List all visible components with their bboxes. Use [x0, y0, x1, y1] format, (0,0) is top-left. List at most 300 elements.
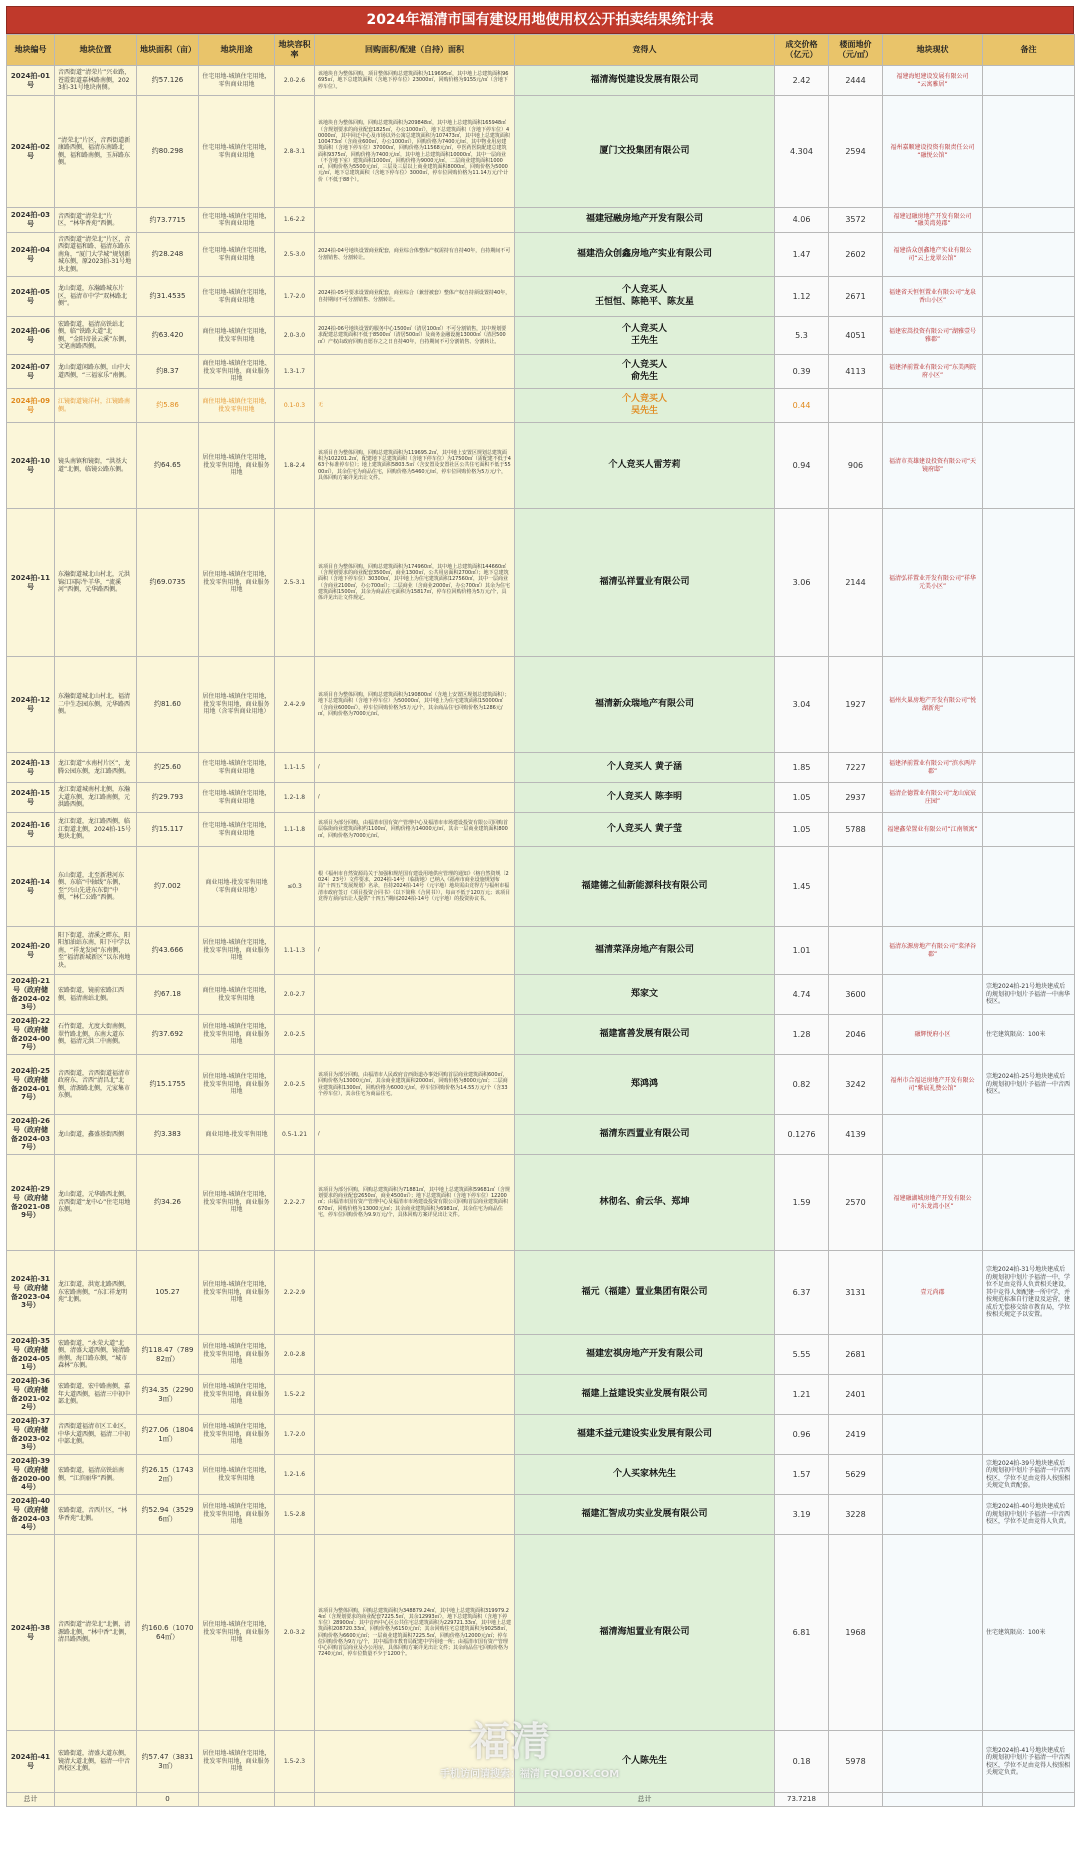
price-cell: 3.19 — [775, 1495, 829, 1535]
header-cell: 成交价格（亿元） — [775, 35, 829, 66]
project-status-cell: 福建省天恒恒置业有限公司“龙泉香山小区” — [883, 277, 983, 317]
plot-code-cell: 2024拍-38号 — [7, 1535, 55, 1731]
plot-location-cell: 龙江街道“水南村片区”，龙腾公园东侧，龙江路西侧。 — [55, 753, 137, 783]
plot-code-cell: 2024拍-39号（政府储备2020-004号） — [7, 1455, 55, 1495]
floor-area-ratio-cell: 2.0-3.2 — [275, 1535, 315, 1731]
repurchase-cell — [315, 1251, 515, 1335]
plot-code-cell: 2024拍-31号（政府储备2023-043号） — [7, 1251, 55, 1335]
plot-code-cell: 2024拍-02号 — [7, 96, 55, 208]
project-status-cell: 福建海旭建设发展有限公司 “云寓雅居” — [883, 66, 983, 96]
floor-area-ratio-cell: 1.1-1.5 — [275, 753, 315, 783]
watermark-line2: FQLOOK.COM — [543, 1769, 620, 1780]
remark-cell — [983, 1415, 1075, 1455]
repurchase-cell: 根《福州市自然资源局关于加强和规范国有建设用地供应管理的通知》（榕自然资规〔2024〕23号）文件要求，2024拍-14号（临街地）已纳入《福州市商业设施规划布局“十四五”发展规划》名录，自持2024拍-14号（元宇地）地块需由竞得方与福州市福清市政府签订《项目投资合同书》（以下简称《合同书》），每亩不低于120万元；该项目竞得方须向出让人提供“十四五”期间2024拍-14号（元宇地）的投资协议书。 — [315, 847, 515, 927]
floor-area-ratio-cell: 2.0-2.5 — [275, 1055, 315, 1115]
table-row — [7, 509, 1075, 657]
total-empty-cell — [315, 1793, 515, 1807]
project-status-cell: 福建融湖城房地产开发有限公司“东龙湾小区” — [883, 1155, 983, 1251]
header-cell: 楼面地价（元/㎡） — [829, 35, 883, 66]
plot-code-cell: 2024拍-35号（政府储备2024-051号） — [7, 1335, 55, 1375]
table-row — [7, 975, 1075, 1015]
floor-area-ratio-cell: 1.1-1.8 — [275, 813, 315, 847]
project-status-cell — [883, 389, 983, 423]
price-cell: 1.57 — [775, 1455, 829, 1495]
plot-code-cell: 2024拍-26号（政府储备2024-037号） — [7, 1115, 55, 1155]
total-empty-cell — [883, 1793, 983, 1807]
price-cell: 0.44 — [775, 389, 829, 423]
project-status-cell: 福建泽前置业有限公司“滨水两岸郡” — [883, 753, 983, 783]
plot-code-cell: 2024拍-09号 — [7, 389, 55, 423]
table-row — [7, 1335, 1075, 1375]
table-row — [7, 1415, 1075, 1455]
floor-area-ratio-cell: 2.5-3.0 — [275, 233, 315, 277]
plot-location-cell: 宏路街道，清盛大道东侧，镜清大道北侧，福清一中音西校区北侧。 — [55, 1731, 137, 1793]
table-row — [7, 1375, 1075, 1415]
remark-cell — [983, 355, 1075, 389]
plot-use-cell: 商住用地-城镇住宅用地、批发零售用地、商业服务用地 — [199, 355, 275, 389]
project-status-cell: 福州火巢房地产开发有限公司“悦湖新苑” — [883, 657, 983, 753]
plot-location-cell: 东山街道，北至新港河东侧、东临“中轴线”东侧，至“兴山先进东东街”中侧，“林仁公路”西侧。 — [55, 847, 137, 927]
buyer-cell: 个人竞买人 黄子莹 — [515, 813, 775, 847]
floor-area-ratio-cell: 2.2-2.9 — [275, 1251, 315, 1335]
floor-price-cell — [829, 389, 883, 423]
repurchase-cell: / — [315, 783, 515, 813]
table-row — [7, 355, 1075, 389]
table-row — [7, 927, 1075, 975]
buyer-cell: 福建汇智成功实业发展有限公司 — [515, 1495, 775, 1535]
plot-code-cell: 2024拍-03号 — [7, 208, 55, 233]
table-row — [7, 423, 1075, 509]
table-row — [7, 233, 1075, 277]
project-status-cell — [883, 847, 983, 927]
repurchase-cell — [315, 1375, 515, 1415]
plot-location-cell: 音西街道“清荣北”片区，音西街道福和路、福清东路东南角，“厦门大学城”规划新城东侧，原2023拍-31号地块北侧。 — [55, 233, 137, 277]
remark-cell: 宗地2024拍-21号地块建成后的规划初中划片予福清一中南华校区。 — [983, 975, 1075, 1015]
project-status-cell: 福建泽前置业有限公司“东美两院府小区” — [883, 355, 983, 389]
buyer-cell: 个人竞买人雷芳莉 — [515, 423, 775, 509]
price-cell: 1.21 — [775, 1375, 829, 1415]
plot-code-cell: 2024拍-07号 — [7, 355, 55, 389]
floor-price-cell — [829, 847, 883, 927]
project-status-cell — [883, 1495, 983, 1535]
floor-price-cell: 2401 — [829, 1375, 883, 1415]
floor-area-ratio-cell: 1.7-2.0 — [275, 1415, 315, 1455]
table-row — [7, 1535, 1075, 1731]
floor-price-cell: 2444 — [829, 66, 883, 96]
plot-use-cell: 居住用地-城镇住宅用地，批发零售用地，商业服务用地 — [199, 1155, 275, 1251]
plot-area-cell: 约69.0735 — [137, 509, 199, 657]
plot-area-cell: 约43.666 — [137, 927, 199, 975]
buyer-cell: 福清弘祥置业有限公司 — [515, 509, 775, 657]
total-empty-cell — [983, 1793, 1075, 1807]
repurchase-cell — [315, 355, 515, 389]
plot-use-cell: 商住用地-城镇住宅用地，批发零售用地 — [199, 975, 275, 1015]
buyer-cell: 福清菜泽房地产有限公司 — [515, 927, 775, 975]
remark-cell — [983, 927, 1075, 975]
total-row — [7, 1793, 1075, 1807]
plot-area-cell: 约118.47（78982㎡） — [137, 1335, 199, 1375]
floor-price-cell: 2681 — [829, 1335, 883, 1375]
plot-area-cell: 约15.117 — [137, 813, 199, 847]
buyer-cell: 福元（福建）置业集团有限公司 — [515, 1251, 775, 1335]
table-row — [7, 1455, 1075, 1495]
floor-price-cell: 3228 — [829, 1495, 883, 1535]
price-cell: 3.06 — [775, 509, 829, 657]
price-cell: 3.04 — [775, 657, 829, 753]
plot-code-cell: 2024拍-06号 — [7, 317, 55, 355]
repurchase-cell: 该地块自为整体回购，项目整体回购总建筑面积为119695㎡，其中地上总建筑面积96695㎡，地下总建筑面积（含地下停车位）23000㎡，回购价格为9155元/㎡（含地下停车位）。 — [315, 66, 515, 96]
plot-area-cell: 约73.7715 — [137, 208, 199, 233]
plot-location-cell: 宏路街道，“永荣大道”北侧，清盛大道西侧，镜清路南侧，海口路东侧，“城市森林”东侧。 — [55, 1335, 137, 1375]
price-cell: 1.45 — [775, 847, 829, 927]
floor-area-ratio-cell: 1.7-2.0 — [275, 277, 315, 317]
plot-location-cell: 音西街道，音西街道福清市政府东，音西“清昌北”北侧，清源路北侧，元家集市东侧。 — [55, 1055, 137, 1115]
price-cell: 1.59 — [775, 1155, 829, 1251]
plot-area-cell: 约64.65 — [137, 423, 199, 509]
plot-location-cell: 龙江街道，龙江路西侧，临江街道北侧，2024拍-15号地块北侧。 — [55, 813, 137, 847]
repurchase-cell: 该项目为部分回购，回购总建筑面积为71881㎡，其中地上总建筑面积59681㎡（含规划要求的商业配套2650㎡，商业4500㎡）；地下总建筑面积（含地下停车位）12200㎡；由福清市国有资产管理中心及福清市市场建设投资有限公司回购首层商业建筑面积670㎡，回购价格为13000元/㎡；其余商业建筑面积为6981㎡，其余住宅为商品住宅，停车位回购价格为9.9万元/个，具体回购方案详见出让文件。 — [315, 1155, 515, 1251]
plot-area-cell: 约57.126 — [137, 66, 199, 96]
floor-area-ratio-cell: 0.1-0.3 — [275, 389, 315, 423]
repurchase-cell — [315, 1335, 515, 1375]
project-status-cell: 福清东源房地产有限公司“菜泽谷郡” — [883, 927, 983, 975]
plot-use-cell: 居住用地-城镇住宅用地，批发零售用地 — [199, 1455, 275, 1495]
plot-use-cell: 住宅用地-城镇住宅用地，零售商业用地 — [199, 96, 275, 208]
floor-area-ratio-cell: 1.5-2.2 — [275, 1375, 315, 1415]
floor-area-ratio-cell: 2.0-3.0 — [275, 317, 315, 355]
floor-price-cell: 1968 — [829, 1535, 883, 1731]
floor-area-ratio-cell: 1.6-2.2 — [275, 208, 315, 233]
plot-area-cell: 约8.37 — [137, 355, 199, 389]
floor-price-cell: 906 — [829, 423, 883, 509]
floor-price-cell: 3131 — [829, 1251, 883, 1335]
plot-code-cell: 2024拍-25号（政府储备2024-017号） — [7, 1055, 55, 1115]
remark-cell: 宗地2024拍-25号地块建成后的规划初中划片予福清一中音西校区。 — [983, 1055, 1075, 1115]
table-row — [7, 783, 1075, 813]
table-row — [7, 657, 1075, 753]
price-cell: 2.42 — [775, 66, 829, 96]
price-cell: 0.39 — [775, 355, 829, 389]
header-cell: 回购面积/配建（自持）面积 — [315, 35, 515, 66]
remark-cell — [983, 1375, 1075, 1415]
buyer-cell: 个人竞买人 吴先生 — [515, 389, 775, 423]
price-cell: 1.47 — [775, 233, 829, 277]
plot-use-cell: 住宅用地-城镇住宅用地，零售商业用地 — [199, 277, 275, 317]
floor-area-ratio-cell: 0.5-1.21 — [275, 1115, 315, 1155]
repurchase-cell: 该项目为部分回购，由福清市人民政府音西街道办事处回购首层商业建筑面积600㎡，回购价格为13000元/㎡，其余商业建筑面积2000㎡，回购价格为8000元/㎡；二层商业建筑面积1300㎡，回购价格为6000元/㎡，停车位回购价格为14.55万元/个（含33个停车位），其余住宅为商品住宅。 — [315, 1055, 515, 1115]
repurchase-cell: 无 — [315, 389, 515, 423]
plot-location-cell: 阳下街道，清溪之畔东，阳阳加油站东南，阳下中学以南，“祥龙发园”东南侧，至“福清新城新区”以东南地块。 — [55, 927, 137, 975]
plot-use-cell: 住宅用地-城镇住宅用地，零售商业用地 — [199, 208, 275, 233]
price-cell: 0.82 — [775, 1055, 829, 1115]
remark-cell — [983, 66, 1075, 96]
table-row — [7, 1015, 1075, 1055]
header-cell: 地块用途 — [199, 35, 275, 66]
project-status-cell — [883, 975, 983, 1015]
buyer-cell: 个人买家林先生 — [515, 1455, 775, 1495]
project-status-cell: 福州嘉顺建设投资有限责任公司 “融悦公馆” — [883, 96, 983, 208]
repurchase-cell: 该项目自为整体回购，回购总建筑面积为190800㎡（含地上安置区规划总建筑面积）；地下总建筑面积（含地下停车位）为50000㎡，其中地上为住宅建筑面积150000㎡（含商业6000㎡），停车位回购价格为5万元/个，其余商品住宅回购价格为1286元/㎡，回购价格为7000元/㎡。 — [315, 657, 515, 753]
project-status-cell: 福建浩众创鑫地产实业有限公司“云上龙翠公馆” — [883, 233, 983, 277]
price-cell: 6.81 — [775, 1535, 829, 1731]
price-cell: 5.3 — [775, 317, 829, 355]
plot-code-cell: 2024拍-36号（政府储备2021-022号） — [7, 1375, 55, 1415]
remark-cell — [983, 233, 1075, 277]
floor-area-ratio-cell: 1.3-1.7 — [275, 355, 315, 389]
floor-price-cell — [829, 927, 883, 975]
plot-location-cell: 宏路街道，福清高铁站南侧，“江滨丽华”西侧。 — [55, 1455, 137, 1495]
repurchase-cell — [315, 1731, 515, 1793]
plot-area-cell: 约57.47（38313㎡） — [137, 1731, 199, 1793]
plot-area-cell: 约37.692 — [137, 1015, 199, 1055]
project-status-cell — [883, 1375, 983, 1415]
plot-area-cell: 约5.86 — [137, 389, 199, 423]
floor-price-cell: 5788 — [829, 813, 883, 847]
buyer-cell: 福建冠融房地产开发有限公司 — [515, 208, 775, 233]
plot-use-cell: 居住用地-城镇住宅用地，批发零售用地，商业服务用地 — [199, 1415, 275, 1455]
table-row — [7, 208, 1075, 233]
plot-code-cell: 2024拍-37号（政府储备2023-023号） — [7, 1415, 55, 1455]
table-row — [7, 1495, 1075, 1535]
price-cell: 1.28 — [775, 1015, 829, 1055]
price-cell: 1.05 — [775, 813, 829, 847]
price-cell: 0.1276 — [775, 1115, 829, 1155]
repurchase-cell: 2024拍-05号要求设置商业配套，商业综合（兼营被套）整体产权自持须设置持40年，自持期间不可分割销售、分割转让。 — [315, 277, 515, 317]
repurchase-cell: 该项目自为整体回购，回购总建筑面积为174960㎡，其中地上总建筑面积144660㎡（含规划要求的商业配套3500㎡，商业1300㎡，公共用房面积2700㎡）；地下总建筑面积（含地下停车位）30300㎡，其中地上为住宅建筑面积127560㎡，其中一层商业（含商业2100㎡，办公700㎡）；二层商业（含商业2000㎡，办公700㎡）其余为住宅建筑面积1500㎡，其余为商品住宅面积为15817㎡，停车位回购价格为5万元/个，具体详见出让文件规定。 — [315, 509, 515, 657]
plot-location-cell: 龙江街道城南村北侧，东瀚大道东侧，龙江路南侧，元洪路西侧。 — [55, 783, 137, 813]
plot-area-cell: 约27.06（18041㎡） — [137, 1415, 199, 1455]
plot-location-cell: 龙山街道，东瀚路城东片区，福清市中学“双林路北侧”。 — [55, 277, 137, 317]
floor-price-cell: 3242 — [829, 1055, 883, 1115]
buyer-cell: 个人竞买人 王恒恒、陈艳平、陈友星 — [515, 277, 775, 317]
plot-code-cell: 2024拍-14号 — [7, 847, 55, 927]
remark-cell — [983, 847, 1075, 927]
table-row — [7, 1155, 1075, 1251]
floor-area-ratio-cell: 1.2-1.6 — [275, 1455, 315, 1495]
plot-location-cell: 东瀚街道城北山村北，元洪锦江国际牛羊华，“流溪河”西侧，元华路西侧。 — [55, 509, 137, 657]
remark-cell — [983, 813, 1075, 847]
plot-use-cell: 住宅用地-城镇住宅用地，零售商业用地 — [199, 813, 275, 847]
remark-cell: 住宅建筑限高：100米 — [983, 1015, 1075, 1055]
table-row — [7, 1251, 1075, 1335]
plot-code-cell: 2024拍-01号 — [7, 66, 55, 96]
floor-price-cell: 2937 — [829, 783, 883, 813]
floor-price-cell: 4139 — [829, 1115, 883, 1155]
floor-area-ratio-cell: 2.2-2.7 — [275, 1155, 315, 1251]
remark-cell — [983, 1155, 1075, 1251]
price-cell: 1.05 — [775, 783, 829, 813]
sheet-title: 2024年福清市国有建设用地使用权公开拍卖结果统计表 — [6, 6, 1074, 34]
floor-price-cell: 2419 — [829, 1415, 883, 1455]
repurchase-cell — [315, 975, 515, 1015]
plot-area-cell: 约160.6（107064㎡） — [137, 1535, 199, 1731]
floor-price-cell: 7227 — [829, 753, 883, 783]
remark-cell — [983, 509, 1075, 657]
plot-area-cell: 约26.15（17432㎡） — [137, 1455, 199, 1495]
plot-area-cell: 约80.298 — [137, 96, 199, 208]
remark-cell — [983, 657, 1075, 753]
repurchase-cell — [315, 1495, 515, 1535]
plot-use-cell: 居住用地-城镇住宅用地，批发零售用地，商业服务用地（含零售商业用地） — [199, 657, 275, 753]
table-row — [7, 1055, 1075, 1115]
floor-area-ratio-cell: 2.8-3.1 — [275, 96, 315, 208]
project-status-cell — [883, 1415, 983, 1455]
plot-area-cell: 约29.793 — [137, 783, 199, 813]
buyer-cell: 个人陈先生 — [515, 1731, 775, 1793]
table-row — [7, 753, 1075, 783]
repurchase-cell: / — [315, 1115, 515, 1155]
table-row — [7, 277, 1075, 317]
table-row — [7, 389, 1075, 423]
project-status-cell: 壹元尚郡 — [883, 1251, 983, 1335]
floor-price-cell: 3600 — [829, 975, 883, 1015]
floor-price-cell: 2594 — [829, 96, 883, 208]
price-cell: 4.06 — [775, 208, 829, 233]
plot-location-cell: 音西街道“清荣片”兴业路，苍霞街道嘉林路南侧，2023拍-31号地块南侧。 — [55, 66, 137, 96]
header-cell: 备注 — [983, 35, 1075, 66]
watermark-logo: 福清 — [470, 1719, 550, 1765]
plot-code-cell: 2024拍-21号（政府储备2024-023号） — [7, 975, 55, 1015]
floor-price-cell: 5629 — [829, 1455, 883, 1495]
plot-area-cell: 约63.420 — [137, 317, 199, 355]
plot-area-cell: 约34.35（22903㎡） — [137, 1375, 199, 1415]
buyer-cell: 厦门文投集团有限公司 — [515, 96, 775, 208]
floor-area-ratio-cell: 1.1-1.3 — [275, 927, 315, 975]
table-row — [7, 813, 1075, 847]
table-row — [7, 847, 1075, 927]
floor-area-ratio-cell: 2.0-2.8 — [275, 1335, 315, 1375]
plot-code-cell: 2024拍-10号 — [7, 423, 55, 509]
buyer-cell: 福清新众瑞地产有限公司 — [515, 657, 775, 753]
remark-cell — [983, 317, 1075, 355]
header-cell: 地块面积（亩） — [137, 35, 199, 66]
remark-cell — [983, 753, 1075, 783]
watermark-line1: 手机访问请搜索：福清 — [440, 1769, 540, 1780]
buyer-cell: 个人竞买人 俞先生 — [515, 355, 775, 389]
plot-location-cell: 石竹街道，尤度大街南侧，翠竹路北侧，东南大道东侧，福清元洪二中南侧。 — [55, 1015, 137, 1055]
floor-price-cell: 2046 — [829, 1015, 883, 1055]
buyer-cell: 福建富善发展有限公司 — [515, 1015, 775, 1055]
project-status-cell: 福清弘祥置业开发有限公司“祥华元美小区” — [883, 509, 983, 657]
buyer-cell: 林彻名、俞云华、郑坤 — [515, 1155, 775, 1251]
plot-area-cell: 105.27 — [137, 1251, 199, 1335]
remark-cell — [983, 423, 1075, 509]
price-cell: 0.96 — [775, 1415, 829, 1455]
plot-use-cell: 商住用地-城镇住宅用地，批发零售用地 — [199, 317, 275, 355]
plot-use-cell: 住宅用地-城镇住宅用地，零售商业用地 — [199, 783, 275, 813]
plot-code-cell: 2024拍-22号（政府储备2024-007号） — [7, 1015, 55, 1055]
plot-use-cell: 居住用地-城镇住宅用地，批发零售用地，商业服务用地 — [199, 1495, 275, 1535]
plot-use-cell: 商业用地-批发零售用地 — [199, 1115, 275, 1155]
plot-code-cell: 2024拍-15号 — [7, 783, 55, 813]
buyer-cell: 福清海旭置业有限公司 — [515, 1535, 775, 1731]
plot-location-cell: 音西街道“清荣北”北侧，清源路北侧，“林中香”北侧，清昌路西侧。 — [55, 1535, 137, 1731]
floor-price-cell: 5978 — [829, 1731, 883, 1793]
repurchase-cell — [315, 1455, 515, 1495]
price-cell: 1.01 — [775, 927, 829, 975]
floor-area-ratio-cell: 1.5-2.8 — [275, 1495, 315, 1535]
plot-use-cell: 住宅用地-城镇住宅用地，零售商业用地 — [199, 233, 275, 277]
plot-location-cell: 龙山街道闲路东侧，山中大道西侧，“三福家乐”南侧。 — [55, 355, 137, 389]
plot-area-cell: 约15.1755 — [137, 1055, 199, 1115]
plot-area-cell: 约81.60 — [137, 657, 199, 753]
remark-cell: 宗地2024拍-41号地块建成后的规划初中划片予福清一中音西校区，学位不足由竞得人按照相关规定负责。 — [983, 1731, 1075, 1793]
price-cell: 5.55 — [775, 1335, 829, 1375]
buyer-cell: 郑家文 — [515, 975, 775, 1015]
project-status-cell: 福清市英雄建设投资有限公司“天镜府邸” — [883, 423, 983, 509]
remark-cell: 宗地2024拍-31号地块建成后的规划初中划片予福清一中，学位不足由竞得人负责相关建设，其中竞得人须配建一所中学，并按规范标准自行建设及运营，建成后无偿移交给市教育局，学位按相关规定予以安置。 — [983, 1251, 1075, 1335]
project-status-cell — [883, 1455, 983, 1495]
floor-area-ratio-cell: ≤0.3 — [275, 847, 315, 927]
plot-location-cell: 镜头南镇和镜街，“洪基大道”北侧，临镜公路东侧。 — [55, 423, 137, 509]
price-cell: 1.12 — [775, 277, 829, 317]
remark-cell — [983, 96, 1075, 208]
plot-code-cell: 2024拍-11号 — [7, 509, 55, 657]
floor-area-ratio-cell: 2.0-2.5 — [275, 1015, 315, 1055]
project-status-cell: 融辉悦府小区 — [883, 1015, 983, 1055]
plot-location-cell: 龙山街道，元华路西北侧，音西街道“龙中心”住宅用地东侧。 — [55, 1155, 137, 1251]
plot-area-cell: 约67.18 — [137, 975, 199, 1015]
buyer-cell: 福建上益建设实业发展有限公司 — [515, 1375, 775, 1415]
project-status-cell — [883, 1335, 983, 1375]
buyer-cell: 福建宏祺房地产开发有限公司 — [515, 1335, 775, 1375]
remark-cell — [983, 389, 1075, 423]
plot-use-cell: 居住用地-城镇住宅用地，批发零售用地，商业服务用地 — [199, 1055, 275, 1115]
plot-location-cell: “清荣北”片区，音西街道新康路西侧，福清东南路北侧，福和路南侧，玉屏路东侧。 — [55, 96, 137, 208]
plot-location-cell: 宏路街道，镜前宏路江西侧，福清南站北侧。 — [55, 975, 137, 1015]
total-empty-cell — [275, 1793, 315, 1807]
price-cell: 0.18 — [775, 1731, 829, 1793]
remark-cell — [983, 1335, 1075, 1375]
buyer-cell: 福建德之仙新能源科技有限公司 — [515, 847, 775, 927]
plot-location-cell: 音西街道“清荣北”片区，“林华香苑”西侧。 — [55, 208, 137, 233]
plot-use-cell: 居住用地-城镇住宅用地，批发零售用地，商业服务用地 — [199, 1251, 275, 1335]
plot-use-cell: 住宅用地-城镇住宅用地，零售商业用地 — [199, 753, 275, 783]
floor-price-cell: 2570 — [829, 1155, 883, 1251]
floor-price-cell: 2602 — [829, 233, 883, 277]
buyer-cell: 个人竞买人 黄子涵 — [515, 753, 775, 783]
floor-price-cell: 1927 — [829, 657, 883, 753]
plot-location-cell: 宏路街道，宏中路南侧，嘉年大道西侧，福清三中初中部北侧。 — [55, 1375, 137, 1415]
project-status-cell: 福清企德置业有限公司“龙山宸宸庄园” — [883, 783, 983, 813]
price-cell: 4.74 — [775, 975, 829, 1015]
floor-area-ratio-cell: 1.5-2.3 — [275, 1731, 315, 1793]
price-cell: 6.37 — [775, 1251, 829, 1335]
buyer-cell: 福清海悦建设发展有限公司 — [515, 66, 775, 96]
plot-use-cell: 居住用地-城镇住宅用地，批发零售用地，商业服务用地 — [199, 509, 275, 657]
buyer-cell: 个人竞买人 陈李明 — [515, 783, 775, 813]
plot-code-cell: 2024拍-40号（政府储备2024-034号） — [7, 1495, 55, 1535]
plot-area-cell: 约28.248 — [137, 233, 199, 277]
plot-area-cell: 约7.002 — [137, 847, 199, 927]
project-status-cell: 福建鑫荣置业有限公司“江南领寓” — [883, 813, 983, 847]
table-row — [7, 1115, 1075, 1155]
project-status-cell: 福建宏嵩投资有限公司“湖雅壹号雅郡” — [883, 317, 983, 355]
total-label: 总计 — [7, 1793, 55, 1807]
total-area: 0 — [137, 1793, 199, 1807]
floor-area-ratio-cell: 1.8-2.4 — [275, 423, 315, 509]
plot-location-cell: 东瀚街道城北山村北，福清二中生态园东侧，元华路西侧。 — [55, 657, 137, 753]
plot-location-cell: 龙山街道，鑫盛基街西侧 — [55, 1115, 137, 1155]
project-status-cell — [883, 1535, 983, 1731]
repurchase-cell: 该项目为部分回购，由福清市国有资产管理中心及福清市市场建设投资有限公司回购首层临街商业建筑面积约1100㎡，回购价格为14000元/㎡，其余一层商业建筑面积800㎡，回购价格为7000元/㎡。 — [315, 813, 515, 847]
repurchase-cell: 2024拍-04号地块设置商业配套，商业综合体整体产权需持有自持40年，自持期间不可分割销售、分割转让。 — [315, 233, 515, 277]
plot-code-cell: 2024拍-20号 — [7, 927, 55, 975]
buyer-cell: 福清东西置业有限公司 — [515, 1115, 775, 1155]
floor-price-cell: 2671 — [829, 277, 883, 317]
project-status-cell — [883, 1731, 983, 1793]
floor-area-ratio-cell: 2.5-3.1 — [275, 509, 315, 657]
